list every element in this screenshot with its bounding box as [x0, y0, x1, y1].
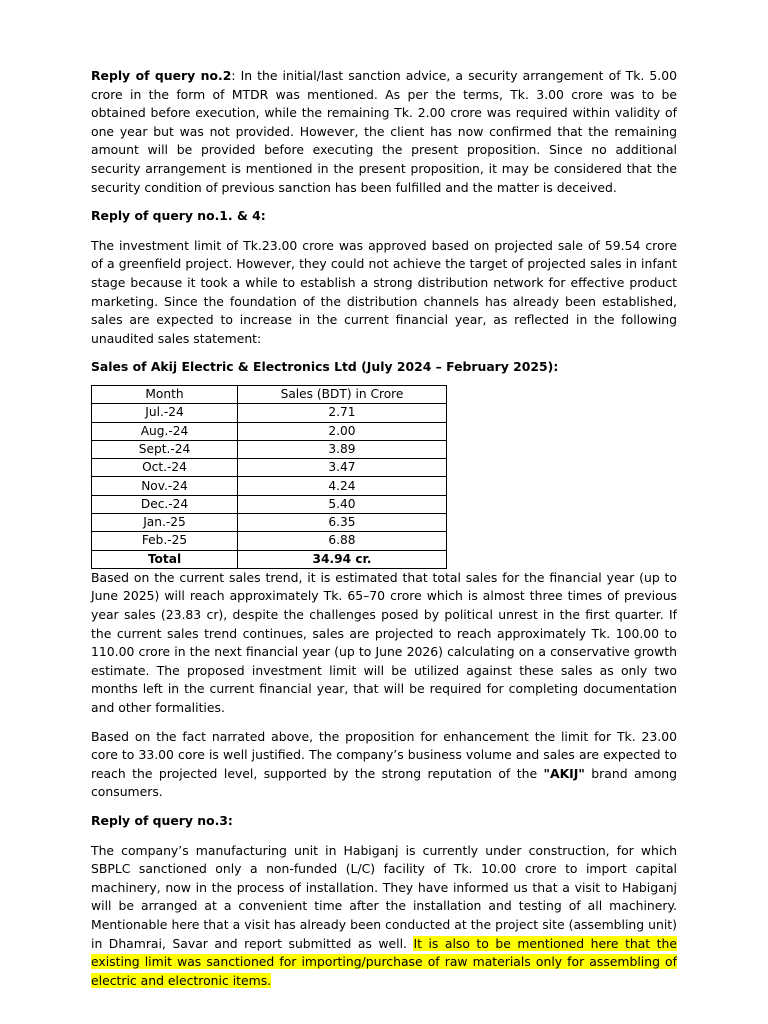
reply-query-2-heading: Reply of query no.2 [91, 68, 232, 83]
month-cell: Aug.-24 [92, 422, 238, 440]
month-cell: Dec.-24 [92, 495, 238, 513]
sales-cell: 6.88 [238, 532, 447, 550]
table-row [92, 477, 447, 495]
reply-query-3-paragraph: The company’s manufacturing unit in Habiganj is currently under construction, for which SBPLC sanctioned only a non-funded (L/C) facility of Tk. 10.00 crore to import capital machinery, now in the process of installation. They have informed us that a visit to Habiganj will be arranged at a convenient time after the installation and testing of all machinery. Mentionable here that a visit has already been conducted at the project site (assembling unit) in Dhamrai, Savar and report submitted as well. It is also to be mentioned here that the existing limit was sanctioned for importing/purchase of raw materials only for assembling of electric and electronic items. [91, 842, 677, 988]
col-header-month: Month [92, 385, 238, 403]
table-row [92, 459, 447, 477]
table-row [92, 404, 447, 422]
sales-cell: 2.00 [238, 422, 447, 440]
sales-table-title: Sales of Akij Electric & Electronics Ltd (July 2024 – February 2025): [91, 359, 559, 375]
col-header-sales: Sales (BDT) in Crore [238, 385, 447, 403]
reply-query-2-text: : In the initial/last sanction advice, a security arrangement of Tk. 5.00 crore in the form of MTDR was mentioned. As per the terms, Tk. 3.00 crore was to be obtained before execution, while the remaining Tk. 2.00 crore was required within validity of one year but was not provided. However, the client has now confirmed that the remaining amount will be provided before executing the present proposition. Since no additional security arrangement is mentioned in the present proposition, it may be considered that the security condition of previous sanction has been fulfilled and the matter is deceived. [91, 68, 677, 195]
table-row [92, 440, 447, 458]
brand-name: "AKIJ" [543, 765, 585, 781]
total-label: Total [92, 550, 238, 568]
reply-query-2 [91, 67, 677, 197]
table-row [92, 495, 447, 513]
sales-cell: 3.89 [238, 440, 447, 458]
highlighted-text: It is also to be mentioned here that the existing limit was sanctioned for importing/purchase of raw materials only for assembling of electric and electronic items. [91, 935, 677, 988]
table-row [92, 422, 447, 440]
sales-projection-paragraph: Based on the current sales trend, it is estimated that total sales for the financial year (up to June 2025) will reach approximately Tk. 65–70 crore which is almost three times of previous year sales (23.83 cr), despite the challenges posed by political unrest in the first quarter. If the current sales trend continues, sales are projected to reach approximately Tk. 100.00 to 110.00 crore in the next financial year (up to June 2026) calculating on a conservative growth estimate. The proposed investment limit will be utilized against these sales as only two months left in the current financial year, that will be required for completing documentation and other formalities. [91, 569, 677, 716]
total-row [92, 550, 447, 568]
month-cell: Sept.-24 [92, 440, 238, 458]
reply-query-1-4-paragraph: The investment limit of Tk.23.00 crore was approved based on projected sale of 59.54 crore of a greenfield project. However, they could not achieve the target of projected sales in infant stage because it took a while to establish a strong distribution network for effective product marketing. Since the foundation of the distribution channels has already been established, sales are expected to increase in the current financial year, as reflected in the following unaudited sales statement: [91, 237, 677, 346]
justification-paragraph: Based on the fact narrated above, the proposition for enhancement the limit for Tk. 23.00 core to 33.00 core is well justified. The company’s business volume and sales are expected to reach the projected level, supported by the strong reputation of the "AKIJ" brand among consumers. [91, 728, 677, 800]
sales-table [91, 385, 447, 569]
sales-cell: 5.40 [238, 495, 447, 513]
sales-cell: 2.71 [238, 404, 447, 422]
sales-table-header-row [92, 385, 447, 403]
month-cell: Jan.-25 [92, 513, 238, 531]
sales-cell: 6.35 [238, 513, 447, 531]
total-value: 34.94 cr. [238, 550, 447, 568]
reply-query-3-heading: Reply of query no.3: [91, 813, 233, 828]
table-row [92, 532, 447, 550]
sales-cell: 4.24 [238, 477, 447, 495]
table-row [92, 513, 447, 531]
month-cell: Oct.-24 [92, 459, 238, 477]
sales-cell: 3.47 [238, 459, 447, 477]
reply-query-1-4-heading: Reply of query no.1. & 4: [91, 208, 266, 224]
month-cell: Nov.-24 [92, 477, 238, 495]
month-cell: Jul.-24 [92, 404, 238, 422]
month-cell: Feb.-25 [92, 532, 238, 550]
